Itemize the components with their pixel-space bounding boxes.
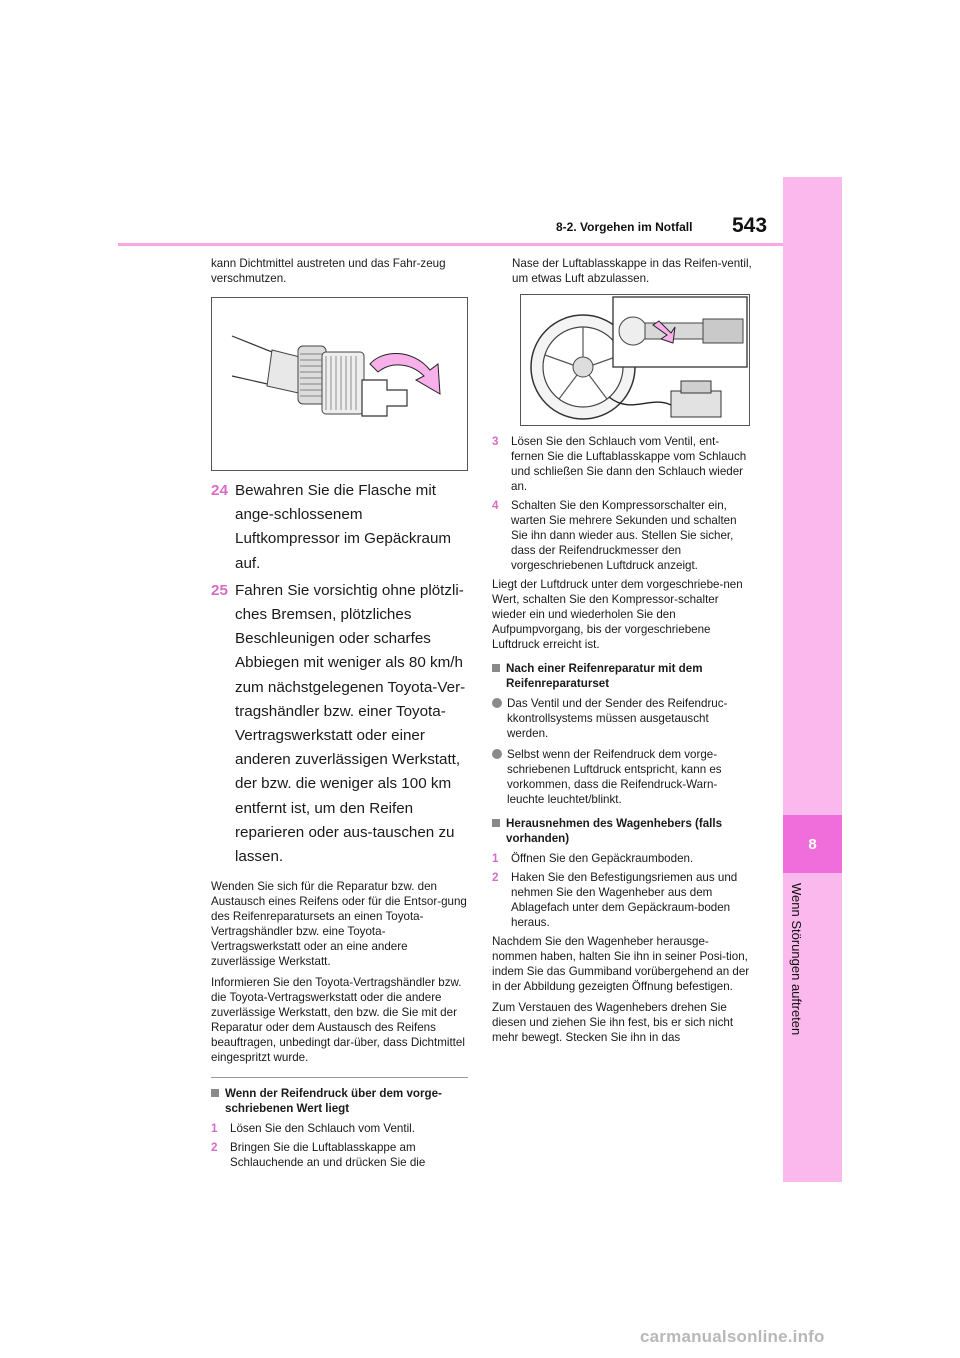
subhead-text: Nach einer Reifenreparatur mit dem Reifenreparaturset: [506, 662, 703, 690]
tire-valve-illustration: [520, 294, 750, 426]
step-text: Schalten Sie den Kompressorschalter ein, warten Sie mehrere Sekunden und schalten Sie ihn dann wieder aus. Stellen Sie sicher, dass der Reifendruckmesser den vorgeschriebenen Luftdruck anzeigt.: [511, 499, 737, 572]
section-heading: 8-2. Vorgehen im Notfall: [556, 220, 693, 234]
subhead-text: Herausnehmen des Wagenhebers (falls vorhanden): [506, 817, 723, 845]
continuation-text: Nase der Luftablasskappe in das Reifen-ventil, um etwas Luft abzulassen.: [512, 257, 752, 285]
square-bullet-icon: [492, 664, 500, 672]
inform-paragraph: Informieren Sie den Toyota-Vertragshändler bzw. die Toyota-Vertragswerkstatt oder die andere zuverlässige Werkstatt, den bzw. die Sie mit der Reparatur oder dem Austausch des Reifens beauftragen, unbedingt dar-über, dass Dichtmittel eingespritzt wurde.: [211, 976, 465, 1065]
subhead-remove-jack: [492, 816, 752, 846]
step-number: 2: [492, 871, 499, 884]
step-text: Lösen Sie den Schlauch vom Ventil, ent-fernen Sie die Luftablasskappe vom Schlauch und schließen Sie dann den Schlauch wieder an.: [511, 435, 747, 493]
chapter-title: Wenn Störungen auftreten: [789, 883, 804, 1036]
step-text: Haken Sie den Befestigungsriemen aus und nehmen Sie den Wagenheber aus dem Ablagefach unter dem Gepäckraum-boden heraus.: [511, 871, 738, 929]
step-text: Fahren Sie vorsichtig ohne plötzli-ches Bremsen, plötzliches Beschleunigen oder scharfes Abbiegen mit weniger als 80 km/h zum nächstgelegenen Toyota-Ver-tragshändler bzw. einer Toyota-Vertragswerkstatt oder einer anderen zuverlässigen Werkstatt, der bzw. die weniger als 100 km entfernt ist, um den Reifen reparieren oder aus-tauschen zu lassen.: [235, 581, 466, 866]
small-step-4: [492, 498, 752, 573]
bullet-text: Das Ventil und der Sender des Reifendruc-kkontrollsystems müssen ausgetauscht werden.: [507, 697, 728, 740]
step-number: 1: [492, 852, 499, 865]
step-number: 24: [211, 482, 228, 499]
list-item: [492, 747, 752, 807]
step-number: 1: [211, 1122, 218, 1136]
circle-bullet-icon: [492, 749, 502, 759]
step-number: 4: [492, 499, 499, 512]
bullet-text: Selbst wenn der Reifendruck dem vorge-schriebenen Luftdruck entspricht, kann es vorkommen, dass die Reifendruck-Warn-leuchte leuchtet/blinkt.: [507, 748, 722, 806]
subhead-after-repair: [492, 661, 752, 691]
step-number: 3: [492, 435, 499, 448]
small-step-3: [492, 434, 752, 494]
small-step-b1: [492, 851, 752, 866]
left-column: [211, 256, 468, 1174]
step-text: Öffnen Sie den Gepäckraumboden.: [511, 852, 694, 865]
small-step-b2: [492, 870, 752, 930]
jack-hold-paragraph: Nachdem Sie den Wagenheber herausge-nommen haben, halten Sie ihn in seiner Posi-tion, indem Sie das Gummiband vorübergehend an der in der Abbildung gezeigten Öffnung befestigen.: [492, 935, 750, 993]
small-step-2: [211, 1140, 468, 1170]
sealant-bottle-illustration: [211, 297, 468, 471]
header-rule: [118, 243, 783, 246]
page-number: 543: [732, 214, 768, 237]
small-step-1: [211, 1121, 468, 1136]
step-number: 2: [211, 1141, 218, 1155]
chapter-number-box: 8: [783, 815, 842, 873]
subhead-text: Wenn der Reifendruck über dem vorge-schriebenen Wert liegt: [225, 1087, 442, 1116]
circle-bullet-icon: [492, 698, 502, 708]
big-step-25: [211, 579, 468, 869]
square-bullet-icon: [492, 819, 500, 827]
big-step-24: [211, 479, 468, 576]
jack-stow-paragraph: Zum Verstauen des Wagenhebers drehen Sie diesen und ziehen Sie ihn fest, bis er sich nicht mehr bewegt. Stecken Sie ihn in das: [492, 1001, 734, 1044]
intro-text: kann Dichtmittel austreten und das Fahr-zeug verschmutzen.: [211, 257, 446, 285]
step-number: 25: [211, 581, 228, 599]
right-column: [492, 256, 752, 1051]
repair-paragraph: Wenden Sie sich für die Reparatur bzw. den Austausch eines Reifens oder für die Entsor-gung des Reifenreparatursets an einen Toyota-Vertragshändler bzw. eine Toyota-Vertragswerkstatt oder an eine andere zuverlässige Werkstatt.: [211, 880, 467, 969]
step-text: Bewahren Sie die Flasche mit ange-schlossenem Luftkompressor im Gepäckraum auf.: [235, 482, 452, 572]
watermark: carmanualsonline.info: [640, 1327, 825, 1346]
pressure-below-paragraph: Liegt der Luftdruck unter dem vorgeschriebe-nen Wert, schalten Sie den Kompressor-schalter wieder ein und wiederholen Sie den Aufpumpvorgang, bis der vorgeschriebene Luftdruck erreicht ist.: [492, 578, 743, 651]
step-text: Bringen Sie die Luftablasskappe am Schlauchende an und drücken Sie die: [230, 1141, 426, 1170]
list-item: [492, 696, 752, 741]
step-text: Lösen Sie den Schlauch vom Ventil.: [230, 1122, 415, 1136]
section-divider: [211, 1077, 468, 1078]
subhead-pressure-too-high: [211, 1086, 468, 1116]
square-bullet-icon: [211, 1089, 219, 1097]
